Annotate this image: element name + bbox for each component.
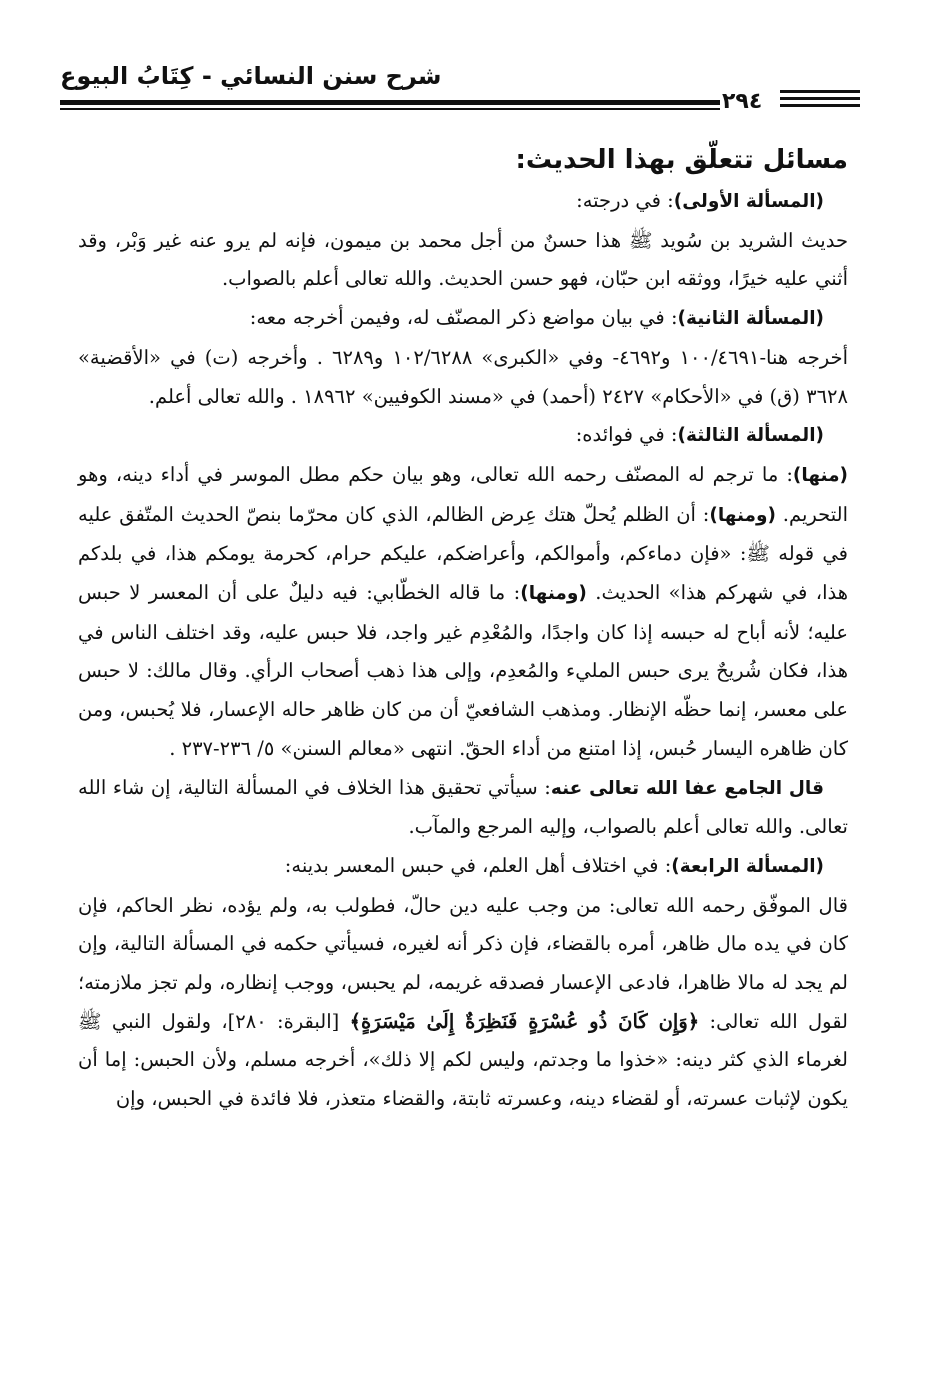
paragraph-compiler-note — [78, 769, 848, 847]
paragraph-grading: حديث الشريد بن سُويد ﷺ هذا حسنٌ من أجل محمد بن ميمون، فإنه لم يرو عنه غير وَبْر، وقد أثني عليه خيرًا، ووثقه ابن حبّان، فهو حسن الحديث. والله تعالى أعلم بالصواب. — [78, 228, 848, 291]
page-number-ornament — [780, 90, 860, 112]
page-number-box — [720, 86, 860, 116]
benefit-text-2: : أن الظلم يُحلّ هتك عِرض الظالم، الذي كان محرّما بنصّ الحديث المتّفق عليه في قوله ﷺ: «فإن دماءكم، وأموالكم، وأعراضكم، عليكم حرام، كحرمة يومكم هذا، في بلدكم هذا، في شهركم هذا» الحديث. — [78, 502, 849, 605]
paragraph-issue-2 — [78, 299, 848, 339]
quran-verse: ﴿وَإِن كَانَ ذُو عُسْرَةٍ فَنَظِرَةٌ إِلَىٰ مَيْسَرَةٍ﴾ — [349, 1009, 700, 1033]
paragraph-takhrij: أخرجه هنا-١٠٠/٤٦٩١ و٤٦٩٢- وفي «الكبرى» ١٠٢/٦٢٨٨ و٦٢٨٩ . وأخرجه (ت) في «الأقضية» ٣٦٢٨ (ق) في «الأحكام» ٢٤٢٧ (أحمد) في «مسند الكوفيين» ١٨٩٦٢ . والله تعالى أعلم. — [78, 345, 848, 408]
section-heading: مسائل تتعلّق بهذا الحديث: — [515, 145, 848, 175]
paragraph-issue-4 — [78, 847, 848, 887]
paragraph-muwaffaq — [78, 887, 848, 1119]
issue-4-text: : في اختلاف أهل العلم، في حبس المعسر بدينه: — [284, 853, 672, 877]
issue-2-label: (المسألة الثانية) — [677, 308, 824, 330]
issue-1-text: : في درجته: — [576, 189, 674, 212]
issue-1-label: (المسألة الأولى) — [673, 191, 824, 212]
benefit-text-1: : ما ترجم له المصنّف رحمه الله تعالى، وهو بيان حكم مطل الموسر في أداء دينه، وهو التحريم. — [78, 462, 848, 526]
book-title: شرح سنن النسائي - كِتَابُ البيوع — [60, 62, 442, 90]
page-body — [78, 140, 848, 1119]
paragraph-benefits — [78, 456, 848, 769]
page-number: ٢٩٤ — [722, 88, 763, 114]
benefit-label-3: (ومنها) — [520, 583, 587, 605]
issue-3-text: : في فوائده: — [575, 423, 678, 447]
muwaffaq-text-2: [البقرة: ٢٨٠]، ولقول النبي ﷺ لغرماء الذي كثر دينه: «خذوا ما وجدتم، وليس لكم إلا ذلك»، أخرجه مسلم، ولأن الحبس: إما أن يكون لإثبات عسرته، أو لقضاء دينه، وعسرته ثابتة، والقضاء متعذر، فلا فائدة في الحبس، وإن — [78, 1009, 848, 1111]
benefit-label-2: (ومنها) — [709, 504, 776, 526]
issue-3-label: (المسألة الثالثة) — [677, 425, 824, 447]
paragraph-issue-1 — [78, 182, 848, 222]
compiler-note-label: قال الجامع عفا الله تعالى عنه — [550, 777, 824, 799]
paragraph-issue-3 — [78, 416, 848, 456]
issue-4-label: (المسألة الرابعة) — [671, 855, 824, 877]
page-header — [60, 62, 860, 112]
benefit-text-3: : ما قاله الخطّابي: فيه دليلٌ على أن المعسر لا حبس عليه؛ لأنه أباح له حبسه إذا كان واجدًا، والمُعْدِم غير واجد، فلا حبس عليه، وقد اختلف الناس في هذا، فكان شُريحٌ يرى حبس المليء والمُعدِم، وإلى هذا ذهب أصحاب الرأي. وقال مالك: لا حبس على معسر، إنما حظّه الإنظار. ومذهب الشافعيّ أن من كان ظاهر حاله الإعسار، فلا يُحبس، ومن كان ظاهره اليسار حُبس، إذا امتنع من أداء الحقّ. انتهى «معالم السنن» ٥/ ٢٣٦-٢٣٧ . — [78, 581, 848, 760]
issue-2-text: : في بيان مواضع ذكر المصنّف له، وفيمن أخرجه معه: — [249, 306, 678, 330]
compiler-note-text: : سيأتي تحقيق هذا الخلاف في المسألة التالية، إن شاء الله تعالى. والله تعالى أعلم بالصواب، وإليه المرجع والمآب. — [78, 775, 848, 839]
muwaffaq-text-1: قال الموفّق رحمه الله تعالى: من وجب عليه دين حالّ، فطولب به، ولم يؤده، نظر الحاكم، فإن كان في يده مال ظاهر، أمره بالقضاء، فإن ذكر أنه لغيره، فسيأتي حكمه في المسألة التالية، وإن لم يجد له مالا ظاهرا، فادعى الإعسار فصدقه غريمه، لم يحبس، ووجب إنظاره، ولم تجز ملازمته؛ لقول الله تعالى: — [78, 893, 848, 1033]
benefit-label-1: (منها) — [792, 464, 848, 486]
